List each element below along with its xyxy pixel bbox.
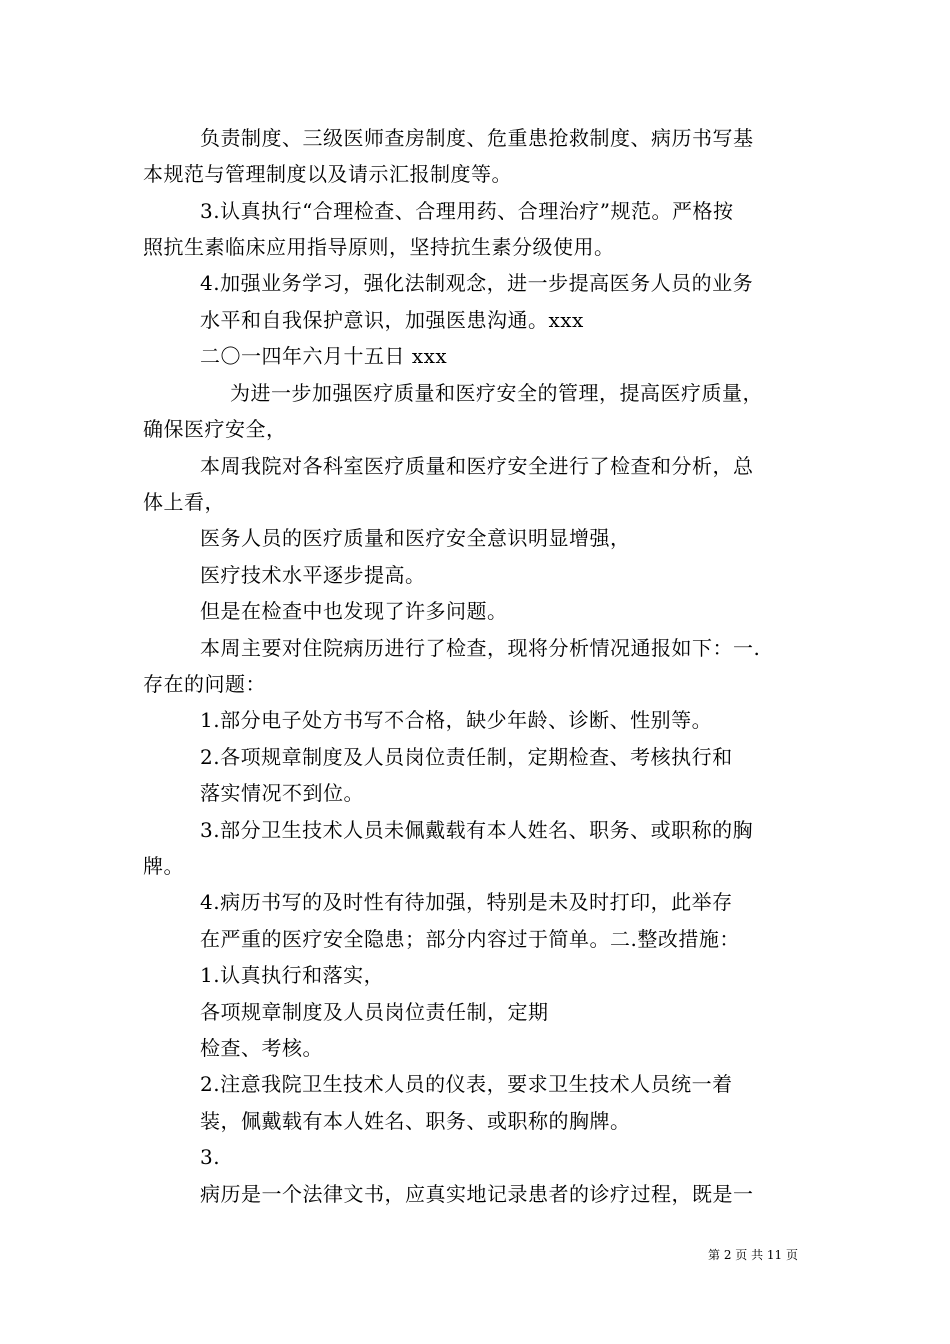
text-line: 二〇一四年六月十五日 xxx bbox=[200, 344, 448, 368]
text-line: 1.部分电子处方书写不合格，缺少年龄、诊断、性别等。 bbox=[200, 708, 713, 732]
page-number-footer: 第 2 页 共 11 页 bbox=[708, 1248, 798, 1262]
text-line: 2.注意我院卫生技术人员的仪表，要求卫生技术人员统一着 bbox=[200, 1072, 733, 1096]
text-line: 医疗技术水平逐步提高。 bbox=[200, 563, 426, 587]
text-line: 负责制度、三级医师查房制度、危重患抢救制度、病历书写基 bbox=[200, 126, 754, 150]
text-line: 落实情况不到位。 bbox=[200, 781, 364, 805]
text-line: 本周我院对各科室医疗质量和医疗安全进行了检查和分析，总 bbox=[200, 454, 754, 478]
text-line: 3.认真执行“合理检查、合理用药、合理治疗”规范。严格按 bbox=[200, 199, 734, 223]
text-line: 1.认真执行和落实， bbox=[200, 963, 385, 987]
text-line: 本规范与管理制度以及请示汇报制度等。 bbox=[143, 162, 512, 186]
text-line: 为进一步加强医疗质量和医疗安全的管理，提高医疗质量， bbox=[230, 381, 763, 405]
text-line: 2.各项规章制度及人员岗位责任制，定期检查、考核执行和 bbox=[200, 745, 733, 769]
text-line: 检查、考核。 bbox=[200, 1036, 323, 1060]
text-line: 确保医疗安全， bbox=[143, 417, 287, 441]
text-line: 3. bbox=[200, 1145, 221, 1169]
text-line: 本周主要对住院病历进行了检查，现将分析情况通报如下：一. bbox=[200, 636, 761, 660]
text-line: 在严重的医疗安全隐患；部分内容过于简单。二.整改措施： bbox=[200, 927, 740, 951]
text-line: 存在的问题： bbox=[143, 672, 266, 696]
text-line: 但是在检查中也发现了许多问题。 bbox=[200, 599, 508, 623]
text-line: 体上看， bbox=[143, 490, 225, 514]
text-line: 4.加强业务学习，强化法制观念，进一步提高医务人员的业务 bbox=[200, 271, 754, 295]
text-line: 水平和自我保护意识，加强医患沟通。xxx bbox=[200, 308, 584, 332]
text-line: 3.部分卫生技术人员未佩戴载有本人姓名、职务、或职称的胸 bbox=[200, 818, 754, 842]
text-line: 装，佩戴载有本人姓名、职务、或职称的胸牌。 bbox=[200, 1109, 631, 1133]
text-line: 各项规章制度及人员岗位责任制，定期 bbox=[200, 1000, 549, 1024]
text-line: 病历是一个法律文书，应真实地记录患者的诊疗过程，既是一 bbox=[200, 1182, 754, 1206]
text-line: 牌。 bbox=[143, 854, 184, 878]
text-line: 4.病历书写的及时性有待加强，特别是未及时打印，此举存 bbox=[200, 890, 733, 914]
text-line: 医务人员的医疗质量和医疗安全意识明显增强， bbox=[200, 526, 631, 550]
text-line: 照抗生素临床应用指导原则，坚持抗生素分级使用。 bbox=[143, 235, 615, 259]
